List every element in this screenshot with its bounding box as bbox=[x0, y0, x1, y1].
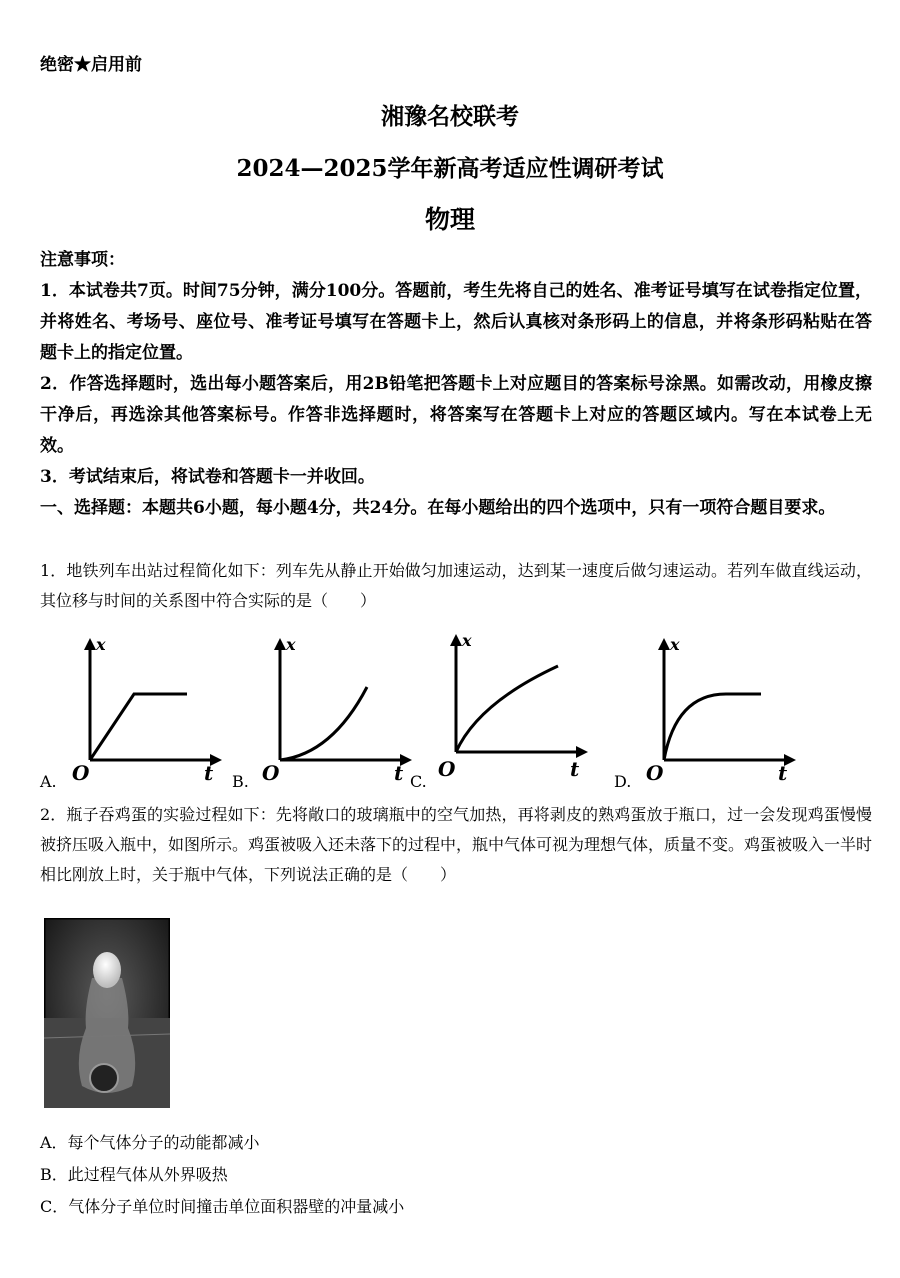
axis-x-label: x bbox=[462, 631, 472, 650]
note-item-1: 1．本试卷共7页。时间75分钟，满分100分。答题前，考生先将自己的姓名、准考证号填写在试卷指定位置，并将姓名、考场号、座位号、准考证号填写在答题卡上，然后认真核对条形码上的信息，并将条形码粘贴在答题卡上的指定位置。 bbox=[40, 281, 872, 363]
origin-label: O bbox=[262, 761, 280, 782]
q2-option-c: C．气体分子单位时间撞击单位面积器壁的冲量减小 bbox=[40, 1197, 405, 1216]
q1-option-c-label: C. bbox=[410, 772, 427, 791]
q1-graph-c bbox=[428, 628, 598, 778]
origin-label: O bbox=[646, 761, 664, 782]
origin-label: O bbox=[72, 761, 90, 782]
q1-option-b-label: B. bbox=[232, 772, 249, 791]
q2-option-b: B．此过程气体从外界吸热 bbox=[40, 1165, 228, 1184]
q1-option-d-label: D. bbox=[614, 772, 632, 791]
axis-x-label: x bbox=[286, 635, 296, 654]
axis-t-label: t bbox=[204, 761, 214, 782]
exam-organizer-title: 湘豫名校联考 bbox=[381, 103, 519, 130]
q1-option-a-label: A. bbox=[40, 772, 57, 791]
axis-x-label: x bbox=[96, 635, 106, 654]
question-2-text: 2．瓶子吞鸡蛋的实验过程如下：先将敞口的玻璃瓶中的空气加热，再将剥皮的熟鸡蛋放于瓶口，过一会发现鸡蛋慢慢被挤压吸入瓶中，如图所示。鸡蛋被吸入还未落下的过程中，瓶中气体可视为理想气体，质量不变。鸡蛋被吸入一半时相比刚放上时，关于瓶中气体，下列说法正确的是（ ） bbox=[40, 805, 873, 884]
notes-heading: 注意事项： bbox=[40, 250, 125, 270]
subject-title: 物理 bbox=[424, 205, 475, 234]
confidential-mark: 绝密★启用前 bbox=[40, 55, 142, 75]
bottle-egg-photo bbox=[44, 918, 170, 1108]
axis-t-label: t bbox=[570, 757, 580, 778]
notes-section bbox=[40, 245, 872, 524]
axis-x-label: x bbox=[670, 635, 680, 654]
axis-t-label: t bbox=[778, 761, 788, 782]
q1-graph-a bbox=[62, 632, 232, 782]
note-item-3: 3．考试结束后，将试卷和答题卡一并收回。 bbox=[40, 467, 375, 487]
q2-option-a: A．每个气体分子的动能都减小 bbox=[40, 1133, 260, 1152]
section-heading: 一、选择题：本题共6小题，每小题4分，共24分。在每小题给出的四个选项中，只有一项符合题目要求。 bbox=[40, 498, 836, 518]
q1-graph-d bbox=[636, 632, 806, 782]
question-1-text: 1．地铁列车出站过程简化如下：列车先从静止开始做匀加速运动，达到某一速度后做匀速运动。若列车做直线运动，其位移与时间的关系图中符合实际的是（ ） bbox=[40, 561, 872, 610]
note-item-2: 2．作答选择题时，选出每小题答案后，用2B铅笔把答题卡上对应题目的答案标号涂黑。如需改动，用橡皮擦干净后，再选涂其他答案标号。作答非选择题时，将答案写在答题卡上对应的答题区域内。写在本试卷上无效。 bbox=[40, 374, 872, 456]
axis-t-label: t bbox=[394, 761, 404, 782]
origin-label: O bbox=[438, 757, 456, 778]
exam-title: 2024—2025学年新高考适应性调研考试 bbox=[236, 155, 664, 182]
q1-graph-b bbox=[252, 632, 422, 782]
